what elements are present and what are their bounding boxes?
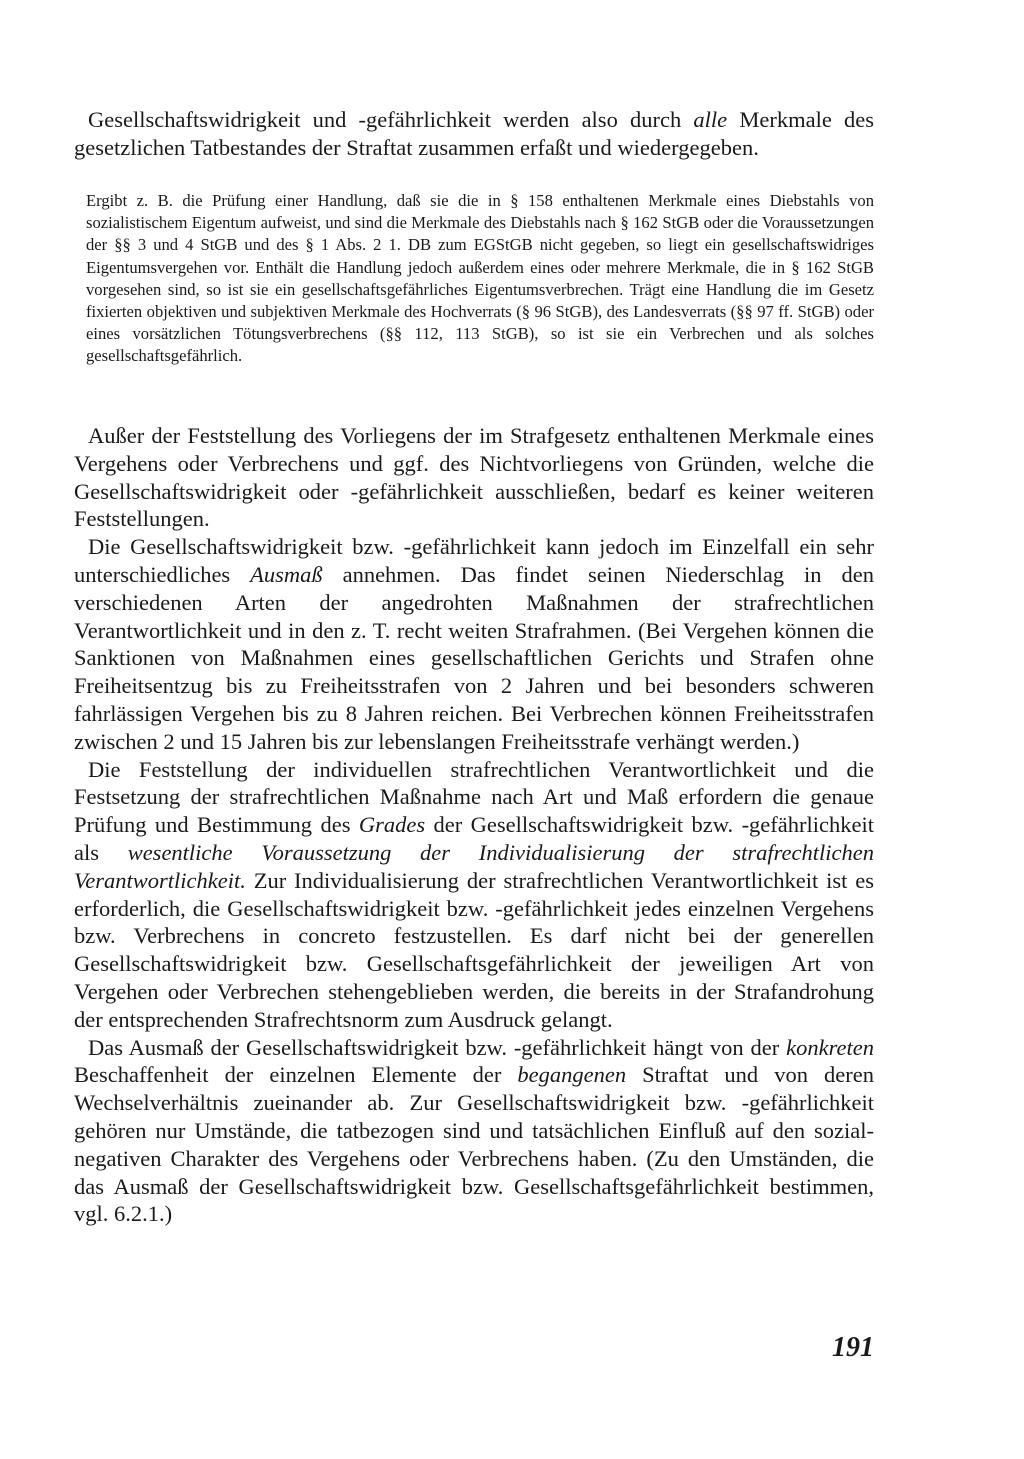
- paragraph-individualisierung-end: Zur Individualisierung der strafrechtlichen Verantwortlichkeit ist es erforderlich, die Gesellschaftswidrigkeit bzw. -gefährlichkeit jedes einzelnen Vergehens bzw. Verbrechens in concreto festzustellen. Es darf nicht bei der generellen Gesellschaftswidrigkeit bzw. Gesellschaftsgefährlichkeit der jeweiligen Art von Vergehen oder Verbrechen stehengeblieben werden, die bereits in der Strafandrohung der entsprechenden Strafrechtsnorm zum Ausdruck gelangt.: [74, 867, 874, 1032]
- intro-paragraph: [74, 106, 874, 162]
- intro-text-start: Gesellschaftswidrigkeit und -gefährlichkeit werden also durch: [88, 107, 694, 132]
- main-text-block: [74, 422, 874, 1228]
- paragraph-feststellung: Außer der Feststellung des Vorliegens der im Strafgesetz enthaltenen Merkmale eines Vergehens oder Verbrechens und ggf. des Nichtvorliegens von Gründen, welche die Gesellschaftswidrigkeit oder -gefährlichkeit ausschließen, bedarf es keiner weiteren Feststellungen.: [74, 423, 874, 532]
- paragraph-ausmass-emphasis: Ausmaß: [250, 561, 323, 587]
- paragraph-ausmass-start: Die Gesellschaftswidrigkeit bzw. -gefährlichkeit kann jedoch im Einzelfall ein sehr unterschiedliches: [74, 534, 874, 587]
- page-number: 191: [832, 1332, 874, 1363]
- paragraph-individualisierung-emphasis-voraussetzung: wesentliche Voraussetzung der Individualisierung der strafrechtlichen Verantwortlichkeit.: [74, 839, 874, 893]
- intro-paragraph-block: [74, 106, 874, 162]
- paragraph-beschaffenheit: [74, 1034, 874, 1229]
- example-paragraph: Ergibt z. B. die Prüfung einer Handlung, daß sie die in § 158 enthaltenen Merkmale eines Diebstahls von sozialistischem Eigentum aufweist, und sind die Merkmale des Diebstahls nach § 162 StGB oder die Voraussetzungen der §§ 3 und 4 StGB und des § 1 Abs. 2 1. DB zum EGStGB nicht gegeben, so liegt ein gesellschaftswidriges Eigentumsvergehen vor. Enthält die Handlung jedoch außerdem eines oder mehrere Merkmale, die in § 162 StGB vorgesehen sind, so ist sie ein gesellschaftsgefährliches Eigentumsverbrechen. Trägt eine Handlung die im Gesetz fixierten objektiven und subjektiven Merkmale des Hochverrats (§ 96 StGB), des Landesverrats (§§ 97 ff. StGB) oder eines vorsätzlichen Tötungsverbrechens (§§ 112, 113 StGB), so ist sie ein Verbrechen und als solches gesellschaftsgefährlich.: [86, 191, 874, 366]
- intro-emphasis: alle: [693, 107, 728, 132]
- paragraph-ausmass-end: annehmen. Das findet seinen Niederschlag in den verschiedenen Arten der angedrohten Maßnahmen der strafrechtlichen Verantwortlichkeit und in den z. T. recht weiten Strafrahmen. (Bei Vergehen können die Sanktionen von Maßnahmen eines gesellschaftlichen Gerichts und Strafen ohne Freiheitsentzug bis zu Freiheitsstrafen von 2 Jahren und bei besonders schweren fahrlässigen Vergehen bis zu 8 Jahren reichen. Bei Verbrechen können Freiheitsstrafen zwischen 2 und 15 Jahren bis zur lebenslangen Freiheitsstrafe verhängt werden.): [74, 561, 874, 754]
- paragraph-ausmass: [74, 533, 874, 755]
- paragraph-individualisierung: [74, 756, 874, 1034]
- paragraph-individualisierung-emphasis-grades: Grades: [358, 812, 426, 838]
- paragraph-beschaffenheit-middle: Beschaffenheit der einzelnen Elemente der: [74, 1062, 518, 1088]
- paragraph-individualisierung-middle: der Gesellschaftswidrigkeit bzw. -gefährlichkeit als: [74, 812, 874, 865]
- paragraph-beschaffenheit-start: Das Ausmaß der Gesellschaftswidrigkeit bzw. -gefährlichkeit hängt von der: [88, 1034, 787, 1060]
- intro-text-end: Merkmale des gesetzlichen Tatbestandes der Straftat zusammen erfaßt und wiedergegeben.: [74, 107, 874, 160]
- paragraph-beschaffenheit-emphasis-konkreten: konkreten: [786, 1034, 874, 1060]
- paragraph-beschaffenheit-end: Straftat und von deren Wechselverhältnis zueinander ab. Zur Gesellschaftswidrigkeit bzw. -gefährlichkeit gehören nur Umstände, die tatbezogen sind und tatsächlichen Einfluß auf den sozial-negativen Charakter des Vergehens oder Verbrechens haben. (Zu den Umständen, die das Ausmaß der Gesellschaftswidrigkeit bzw. Gesellschaftsgefährlichkeit bestimmen, vgl. 6.2.1.): [74, 1062, 874, 1227]
- paragraph-individualisierung-start: Die Feststellung der individuellen strafrechtlichen Verantwortlichkeit und die Festsetzung der strafrechtlichen Maßnahme nach Art und Maß erfordern die genaue Prüfung und Bestimmung des: [74, 756, 874, 838]
- paragraph-beschaffenheit-emphasis-begangenen: begangenen: [517, 1062, 627, 1088]
